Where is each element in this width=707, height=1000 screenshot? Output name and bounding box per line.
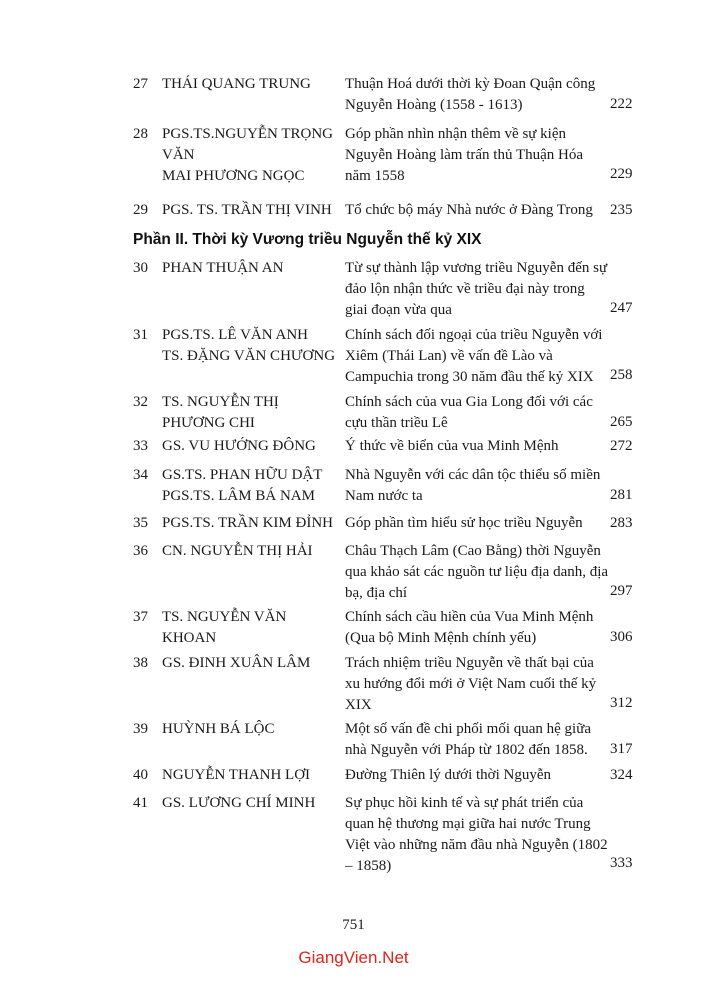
title-line: Xiêm (Thái Lan) về vấn đề Lào và: [345, 348, 553, 364]
entry-title: [345, 436, 600, 457]
entry-author: [162, 74, 342, 95]
entry-page: 222: [610, 96, 633, 112]
author-line: TS. NGUYỄN VĂN: [162, 609, 287, 625]
entry-title: [345, 124, 600, 187]
title-line: Tổ chức bộ máy Nhà nước ở Đàng Trong: [345, 202, 593, 218]
title-line: Chính sách đối ngoại của triều Nguyễn với: [345, 327, 603, 343]
entry-page: 235: [610, 202, 633, 218]
author-line: GS. LƯƠNG CHÍ MINH: [162, 795, 316, 811]
entry-author: [162, 653, 342, 674]
entry-number: 37: [133, 609, 148, 625]
section-heading: Phần II. Thời kỳ Vương triều Nguyễn thế kỷ XIX: [133, 231, 482, 248]
entry-title: [345, 200, 600, 221]
entry-title: [345, 258, 608, 321]
title-line: (Qua bộ Minh Mệnh chính yếu): [345, 630, 537, 646]
entry-title: [345, 607, 600, 649]
author-line: TS. NGUYỄN THỊ: [162, 394, 279, 410]
entry-number: 29: [133, 202, 148, 218]
entry-page: 283: [610, 515, 633, 531]
entry-title: [345, 653, 600, 716]
title-line: – 1858): [345, 858, 392, 874]
title-line: năm 1558: [345, 168, 405, 184]
entry-number: 34: [133, 467, 148, 483]
entry-number: 36: [133, 543, 148, 559]
entry-author: [162, 258, 342, 279]
entry-number: 28: [133, 126, 148, 142]
entry-number: 38: [133, 655, 148, 671]
title-line: Đường Thiên lý dưới thời Nguyễn: [345, 767, 552, 783]
title-line: Nam nước ta: [345, 488, 423, 504]
title-line: Việt vào những năm đầu nhà Nguyễn (1802: [345, 837, 608, 853]
author-line: PGS.TS. TRẦN KIM ĐỈNH: [162, 515, 333, 531]
author-line: KHOAN: [162, 630, 217, 646]
author-line: GS. VU HƯỚNG ĐÔNG: [162, 438, 316, 454]
title-line: Thuận Hoá dưới thời kỳ Đoan Quận công: [345, 76, 596, 92]
title-line: cựu thần triều Lê: [345, 415, 448, 431]
page-number: 751: [342, 917, 365, 933]
title-line: quan hệ thương mại giữa hai nước Trung: [345, 816, 591, 832]
entry-author: [162, 793, 342, 814]
author-line: PGS.TS.NGUYỄN TRỌNG: [162, 126, 333, 142]
entry-title: [345, 765, 600, 786]
author-line: NGUYỄN THANH LỢI: [162, 767, 311, 783]
entry-number: 35: [133, 515, 148, 531]
entry-page: 247: [610, 300, 633, 316]
entry-author: [162, 200, 342, 221]
entry-page: 229: [610, 166, 633, 182]
title-line: Campuchia trong 30 năm đầu thế kỷ XIX: [345, 369, 594, 385]
entry-author: [162, 465, 342, 507]
entry-page: 258: [610, 367, 633, 383]
title-line: Góp phần nhìn nhận thêm về sự kiện: [345, 126, 567, 142]
entry-title: [345, 719, 600, 761]
title-line: qua khảo sát các nguồn tư liệu địa danh, địa: [345, 564, 609, 580]
entry-page: 281: [610, 487, 633, 503]
author-line: MAI PHƯƠNG NGỌC: [162, 168, 305, 184]
entry-number: 27: [133, 76, 148, 92]
entry-number: 33: [133, 438, 148, 454]
title-line: Một số vấn đề chi phối mối quan hệ giữa: [345, 721, 592, 737]
author-line: PHAN THUẬN AN: [162, 260, 284, 276]
title-line: giai đoạn vừa qua: [345, 302, 452, 318]
entry-page: 265: [610, 414, 633, 430]
author-line: PGS. TS. TRẦN THỊ VINH: [162, 202, 332, 218]
entry-page: 297: [610, 583, 633, 599]
entry-page: 306: [610, 629, 633, 645]
site-watermark[interactable]: GiangVien.Net: [298, 948, 409, 967]
entry-author: [162, 607, 342, 649]
title-line: bạ, địa chí: [345, 585, 408, 601]
author-line: GS.TS. PHAN HỮU DẬT: [162, 467, 323, 483]
title-line: Từ sự thành lập vương triều Nguyễn đến sự: [345, 260, 608, 276]
title-line: Chính sách cầu hiền của Vua Minh Mệnh: [345, 609, 594, 625]
entry-page: 272: [610, 438, 633, 454]
title-line: Sự phục hồi kinh tế và sự phát triển của: [345, 795, 584, 811]
entry-number: 30: [133, 260, 148, 276]
entry-number: 31: [133, 327, 148, 343]
title-line: Nguyễn Hoàng (1558 - 1613): [345, 97, 523, 113]
title-line: Ý thức về biển của vua Minh Mệnh: [345, 438, 559, 454]
author-line: CN. NGUYỄN THỊ HẢI: [162, 543, 313, 559]
entry-number: 32: [133, 394, 148, 410]
author-line: PGS.TS. LÂM BÁ NAM: [162, 488, 315, 504]
author-line: HUỲNH BÁ LỘC: [162, 721, 275, 737]
entry-page: 317: [610, 741, 633, 757]
entry-author: [162, 719, 342, 740]
title-line: Nguyễn Hoàng làm trấn thủ Thuận Hóa: [345, 147, 584, 163]
entry-number: 39: [133, 721, 148, 737]
author-line: GS. ĐINH XUÂN LÂM: [162, 655, 311, 671]
author-line: TS. ĐẶNG VĂN CHƯƠNG: [162, 348, 336, 364]
title-line: đảo lộn nhận thức về triều đại này trong: [345, 281, 585, 297]
title-line: nhà Nguyễn với Pháp từ 1802 đến 1858.: [345, 742, 588, 758]
title-line: Chính sách của vua Gia Long đối với các: [345, 394, 593, 410]
title-line: XIX: [345, 697, 372, 713]
entry-title: [345, 74, 600, 116]
entry-title: [345, 513, 600, 534]
title-line: Châu Thạch Lâm (Cao Bằng) thời Nguyễn: [345, 543, 601, 559]
entry-author: [162, 325, 342, 367]
author-line: VĂN: [162, 147, 195, 163]
entry-author: [162, 765, 342, 786]
entry-page: 333: [610, 855, 633, 871]
entry-author: [162, 436, 342, 457]
entry-title: [345, 541, 609, 604]
title-line: xu hướng đổi mới ở Việt Nam cuối thế kỷ: [345, 676, 597, 692]
title-line: Góp phần tìm hiểu sử học triều Nguyễn: [345, 515, 583, 531]
entry-number: 40: [133, 767, 148, 783]
entry-title: [345, 465, 600, 507]
entry-title: [345, 793, 608, 877]
entry-author: [162, 124, 342, 187]
title-line: Trách nhiệm triều Nguyễn về thất bại của: [345, 655, 594, 671]
entry-page: 312: [610, 695, 633, 711]
entry-author: [162, 541, 342, 562]
entry-author: [162, 513, 342, 534]
entry-title: [345, 392, 600, 434]
author-line: PHƯƠNG CHI: [162, 415, 255, 431]
author-line: THÁI QUANG TRUNG: [162, 76, 311, 92]
entry-title: [345, 325, 603, 388]
entry-author: [162, 392, 342, 434]
title-line: Nhà Nguyễn với các dân tộc thiểu số miền: [345, 467, 601, 483]
entry-number: 41: [133, 795, 148, 811]
entry-page: 324: [610, 767, 633, 783]
author-line: PGS.TS. LÊ VĂN ANH: [162, 327, 308, 343]
